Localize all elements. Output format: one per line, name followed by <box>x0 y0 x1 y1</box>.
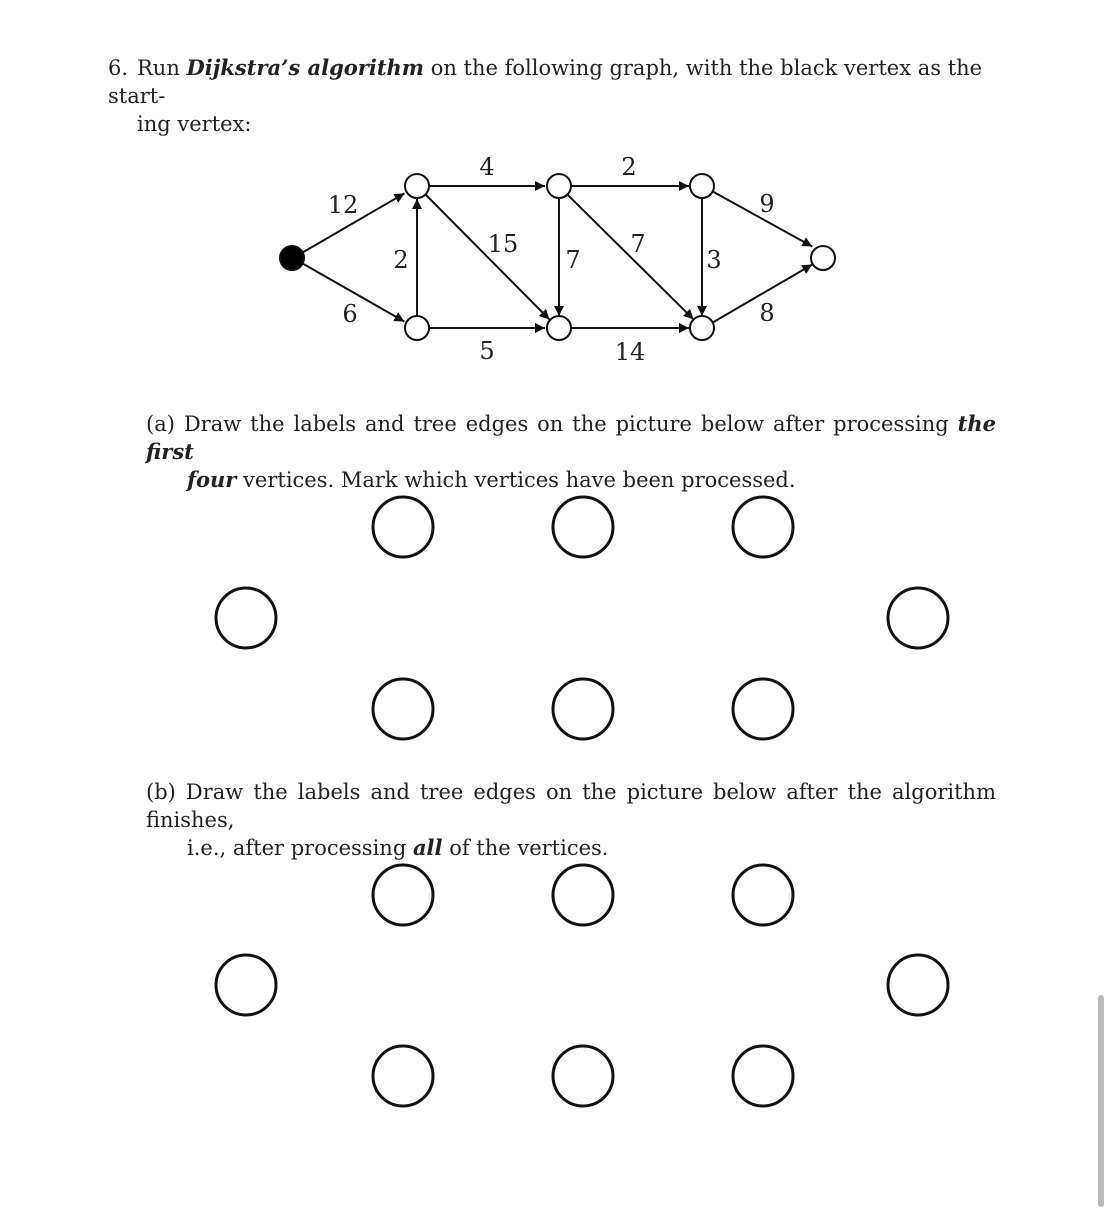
problem-text-2: on the following graph, with the black vertex as the start- <box>108 56 983 108</box>
vertical-scrollbar[interactable] <box>1098 995 1104 1207</box>
part-b-emphasis: all <box>412 835 443 860</box>
part-a-line-1 <box>146 410 996 466</box>
weight-label-top2-top3: 2 <box>621 153 637 181</box>
part-b-text-3: of the vertices. <box>442 836 609 860</box>
vertex-bot1 <box>405 316 429 340</box>
part-b-vertex-top2 <box>553 865 613 925</box>
part-a-vertex-top3 <box>733 497 793 557</box>
weight-label-top3-end: 9 <box>759 190 775 218</box>
start-vertex <box>280 246 304 270</box>
part-a-tag: (a) <box>146 412 175 436</box>
vertex-end <box>811 246 835 270</box>
part-a-text-1: Draw the labels and tree edges on the picture below after processing <box>183 412 958 436</box>
weight-label-top3-bot3: 3 <box>706 246 722 274</box>
vertex-top1 <box>405 174 429 198</box>
part-a-text <box>146 410 996 494</box>
part-a-vertex-end <box>888 588 948 648</box>
part-b-text <box>146 778 996 862</box>
part-b-tag: (b) <box>146 780 176 804</box>
part-b-line-2 <box>146 834 996 862</box>
part-b-vertex-bot2 <box>553 1046 613 1106</box>
part-a-vertex-top1 <box>373 497 433 557</box>
part-a-text-2: vertices. Mark which vertices have been processed. <box>236 468 796 492</box>
part-a-vertex-bot2 <box>553 679 613 739</box>
part-a-emphasis-2: four <box>187 467 237 492</box>
part-a-line-2 <box>146 466 996 494</box>
part-a-vertex-bot1 <box>373 679 433 739</box>
part-b-vertex-bot3 <box>733 1046 793 1106</box>
weight-label-top2-bot2: 7 <box>565 246 581 274</box>
weight-label-bot2-bot3: 14 <box>614 338 646 366</box>
weight-label-bot1-bot2: 5 <box>479 337 495 365</box>
weight-label-top1-bot2: 15 <box>487 230 519 258</box>
vertex-top2 <box>547 174 571 198</box>
part-b-line-1 <box>146 778 996 834</box>
part-b-vertex-end <box>888 955 948 1015</box>
weight-label-s-bot1: 6 <box>342 300 358 328</box>
weight-label-bot1-top1: 2 <box>393 246 409 274</box>
part-b-text-2: i.e., after processing <box>187 836 413 860</box>
part-b-vertex-start <box>216 955 276 1015</box>
weight-label-s-top1: 12 <box>327 191 359 219</box>
weight-label-top2-bot3: 7 <box>630 230 646 258</box>
vertex-bot2 <box>547 316 571 340</box>
dijkstra-graph <box>0 0 1113 400</box>
problem-line-2: ing vertex: <box>137 112 252 136</box>
part-a-vertex-start <box>216 588 276 648</box>
part-b-vertex-bot1 <box>373 1046 433 1106</box>
problem-emphasis: Dijkstra’s algorithm <box>186 55 425 80</box>
vertex-bot3 <box>690 316 714 340</box>
weight-label-bot3-end: 8 <box>759 299 775 327</box>
part-b-text-1: Draw the labels and tree edges on the picture below after the algorithm finishes, <box>146 780 996 832</box>
part-a-vertex-top2 <box>553 497 613 557</box>
part-a-emphasis-1: the first <box>146 411 996 464</box>
problem-number: 6. <box>108 56 129 80</box>
problem-text-1: Run <box>137 56 187 80</box>
part-a-vertex-bot3 <box>733 679 793 739</box>
weight-label-top1-top2: 4 <box>479 153 495 181</box>
vertex-top3 <box>690 174 714 198</box>
part-b-vertex-top1 <box>373 865 433 925</box>
part-b-vertex-top3 <box>733 865 793 925</box>
